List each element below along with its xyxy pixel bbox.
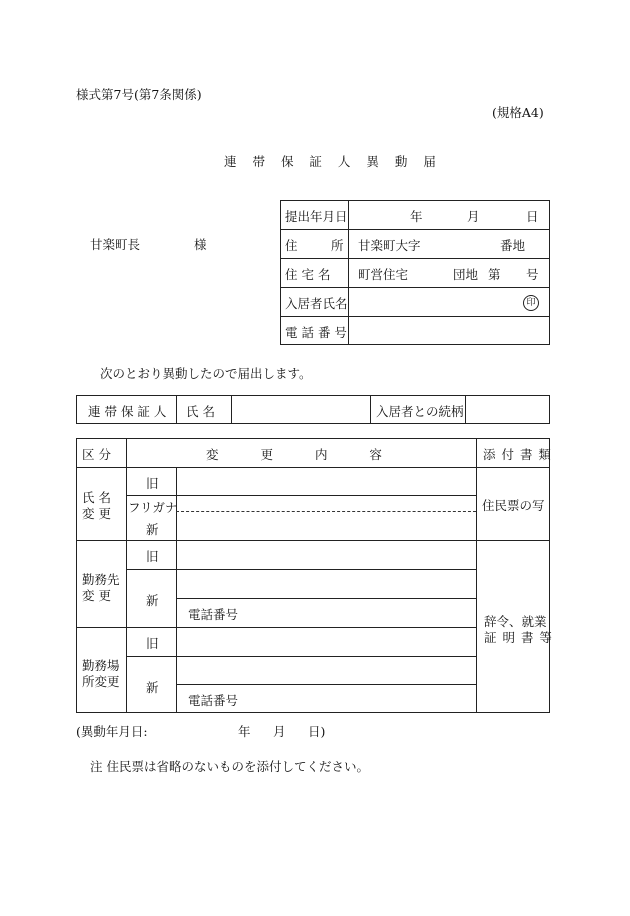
resident-name-label: 入居者氏名 bbox=[285, 296, 348, 311]
address-prefix: 甘楽町大字 bbox=[358, 238, 421, 253]
workplace-phone: 電話番号 bbox=[188, 607, 239, 622]
address-label-2: 所 bbox=[331, 238, 344, 253]
col-content: 変 更 内 容 bbox=[206, 447, 382, 462]
name-attachment: 住民票の写 bbox=[482, 498, 545, 513]
name-old: 旧 bbox=[146, 476, 159, 491]
addressee-honorific: 様 bbox=[194, 237, 207, 252]
submission-month: 月 bbox=[467, 209, 480, 224]
work-attachment-line1: 辞令、就業 bbox=[484, 614, 547, 629]
work-attachment-line2: 証 明 書 等 bbox=[484, 630, 553, 645]
size-spec: (規格A4) bbox=[492, 105, 544, 120]
footnote: 注 住民票は省略のないものを添付してください。 bbox=[90, 759, 369, 774]
guarantor-name-label: 氏 名 bbox=[186, 404, 215, 419]
col-category: 区 分 bbox=[82, 447, 111, 462]
name-change-line1: 氏 名 bbox=[82, 490, 111, 505]
housing-name: 町営住宅 bbox=[358, 267, 409, 282]
col-documents: 添 付 書 類 bbox=[483, 447, 552, 462]
housing-block: 団地 bbox=[453, 267, 479, 282]
guarantor-label: 連 帯 保 証 人 bbox=[88, 404, 167, 419]
form-number: 様式第7号(第7条関係) bbox=[76, 87, 202, 102]
address-label-1: 住 bbox=[285, 238, 298, 253]
furigana-label: フリガナ bbox=[128, 500, 178, 515]
change-date-day: 日) bbox=[308, 724, 326, 739]
intro-text: 次のとおり異動したので届出します。 bbox=[100, 366, 312, 381]
submission-year: 年 bbox=[410, 209, 423, 224]
change-date-year: 年 bbox=[238, 724, 251, 739]
seal-mark-icon: 印 bbox=[523, 295, 539, 311]
location-change-line2: 所変更 bbox=[82, 674, 120, 689]
addressee-name: 甘楽町長 bbox=[90, 237, 141, 252]
location-change-line1: 勤務場 bbox=[82, 658, 120, 673]
change-date-label: (異動年月日: bbox=[76, 724, 148, 739]
page-title: 連 帯 保 証 人 異 動 届 bbox=[224, 154, 442, 169]
housing-go: 号 bbox=[526, 267, 539, 282]
submission-date-label: 提出年月日 bbox=[285, 209, 348, 224]
location-old: 旧 bbox=[146, 636, 159, 651]
workplace-change-line1: 勤務先 bbox=[82, 572, 120, 587]
name-new: 新 bbox=[146, 522, 159, 537]
phone-label: 電 話 番 号 bbox=[285, 325, 347, 340]
location-new: 新 bbox=[146, 680, 159, 695]
housing-no: 第 bbox=[488, 267, 501, 282]
housing-label: 住 宅 名 bbox=[285, 267, 331, 282]
workplace-change-line2: 変 更 bbox=[82, 588, 111, 603]
change-date-month: 月 bbox=[273, 724, 286, 739]
location-phone: 電話番号 bbox=[188, 693, 239, 708]
workplace-new: 新 bbox=[146, 593, 159, 608]
relation-label: 入居者との続柄 bbox=[376, 404, 464, 419]
name-change-line2: 変 更 bbox=[82, 506, 111, 521]
address-suffix: 番地 bbox=[500, 238, 526, 253]
workplace-old: 旧 bbox=[146, 549, 159, 564]
submission-day: 日 bbox=[526, 209, 539, 224]
